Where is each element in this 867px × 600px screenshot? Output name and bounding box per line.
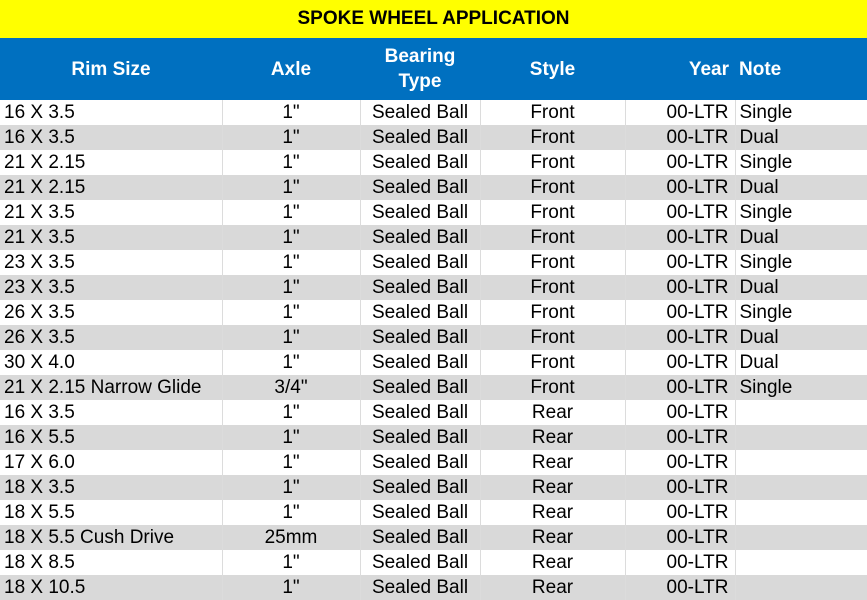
cell-rim: 21 X 3.5	[0, 225, 222, 250]
cell-note: Single	[735, 200, 867, 225]
cell-bearing: Sealed Ball	[360, 225, 480, 250]
cell-bearing: Sealed Ball	[360, 175, 480, 200]
cell-style: Rear	[480, 500, 625, 525]
cell-bearing: Sealed Ball	[360, 200, 480, 225]
cell-note: Single	[735, 375, 867, 400]
table-row	[0, 450, 867, 475]
cell-year: 00-LTR	[625, 200, 735, 225]
cell-axle: 1"	[222, 275, 360, 300]
cell-style: Rear	[480, 450, 625, 475]
cell-year: 00-LTR	[625, 400, 735, 425]
cell-bearing: Sealed Ball	[360, 525, 480, 550]
cell-bearing: Sealed Ball	[360, 300, 480, 325]
cell-axle: 1"	[222, 425, 360, 450]
cell-rim: 26 X 3.5	[0, 300, 222, 325]
table-row	[0, 350, 867, 375]
table-row	[0, 475, 867, 500]
cell-style: Front	[480, 200, 625, 225]
cell-note: Dual	[735, 275, 867, 300]
cell-axle: 1"	[222, 550, 360, 575]
page-title: SPOKE WHEEL APPLICATION	[0, 0, 867, 38]
cell-bearing: Sealed Ball	[360, 150, 480, 175]
cell-note	[735, 475, 867, 500]
cell-note: Single	[735, 100, 867, 125]
table-row	[0, 325, 867, 350]
cell-year: 00-LTR	[625, 275, 735, 300]
cell-style: Rear	[480, 475, 625, 500]
cell-axle: 1"	[222, 200, 360, 225]
cell-rim: 18 X 5.5	[0, 500, 222, 525]
cell-style: Rear	[480, 575, 625, 600]
header-bearing-line1: Bearing	[384, 46, 456, 67]
cell-bearing: Sealed Ball	[360, 425, 480, 450]
cell-note	[735, 450, 867, 475]
cell-rim: 17 X 6.0	[0, 450, 222, 475]
table-row	[0, 500, 867, 525]
cell-rim: 30 X 4.0	[0, 350, 222, 375]
cell-rim: 21 X 2.15	[0, 175, 222, 200]
cell-axle: 25mm	[222, 525, 360, 550]
cell-year: 00-LTR	[625, 175, 735, 200]
spoke-wheel-table	[0, 38, 867, 600]
cell-bearing: Sealed Ball	[360, 575, 480, 600]
cell-year: 00-LTR	[625, 125, 735, 150]
cell-axle: 1"	[222, 125, 360, 150]
cell-rim: 21 X 3.5	[0, 200, 222, 225]
cell-axle: 1"	[222, 175, 360, 200]
cell-axle: 1"	[222, 475, 360, 500]
cell-year: 00-LTR	[625, 425, 735, 450]
cell-note	[735, 550, 867, 575]
cell-year: 00-LTR	[625, 100, 735, 125]
cell-note	[735, 400, 867, 425]
cell-bearing: Sealed Ball	[360, 500, 480, 525]
cell-style: Rear	[480, 400, 625, 425]
cell-axle: 3/4"	[222, 375, 360, 400]
header-rim-size: Rim Size	[0, 38, 222, 100]
cell-year: 00-LTR	[625, 450, 735, 475]
cell-bearing: Sealed Ball	[360, 400, 480, 425]
table-row	[0, 225, 867, 250]
table-row	[0, 250, 867, 275]
cell-axle: 1"	[222, 500, 360, 525]
cell-rim: 18 X 5.5 Cush Drive	[0, 525, 222, 550]
cell-style: Front	[480, 175, 625, 200]
cell-axle: 1"	[222, 350, 360, 375]
cell-note: Dual	[735, 175, 867, 200]
cell-rim: 23 X 3.5	[0, 275, 222, 300]
cell-style: Front	[480, 125, 625, 150]
cell-bearing: Sealed Ball	[360, 450, 480, 475]
cell-rim: 18 X 10.5	[0, 575, 222, 600]
cell-note	[735, 500, 867, 525]
table-row	[0, 400, 867, 425]
table-row	[0, 175, 867, 200]
cell-rim: 16 X 3.5	[0, 100, 222, 125]
cell-style: Front	[480, 325, 625, 350]
cell-axle: 1"	[222, 325, 360, 350]
cell-style: Front	[480, 150, 625, 175]
cell-bearing: Sealed Ball	[360, 125, 480, 150]
header-bearing-type	[360, 38, 480, 100]
cell-style: Front	[480, 375, 625, 400]
cell-style: Rear	[480, 425, 625, 450]
cell-year: 00-LTR	[625, 300, 735, 325]
cell-year: 00-LTR	[625, 325, 735, 350]
header-bearing-line2: Type	[398, 71, 442, 92]
table-row	[0, 125, 867, 150]
header-style: Style	[480, 38, 625, 100]
cell-rim: 18 X 8.5	[0, 550, 222, 575]
cell-bearing: Sealed Ball	[360, 275, 480, 300]
cell-bearing: Sealed Ball	[360, 375, 480, 400]
cell-year: 00-LTR	[625, 575, 735, 600]
cell-rim: 26 X 3.5	[0, 325, 222, 350]
cell-year: 00-LTR	[625, 375, 735, 400]
cell-rim: 16 X 3.5	[0, 400, 222, 425]
table-row	[0, 425, 867, 450]
cell-style: Front	[480, 275, 625, 300]
cell-note: Dual	[735, 350, 867, 375]
table-row	[0, 525, 867, 550]
cell-year: 00-LTR	[625, 250, 735, 275]
cell-note: Dual	[735, 225, 867, 250]
table-row	[0, 575, 867, 600]
cell-note: Single	[735, 250, 867, 275]
cell-year: 00-LTR	[625, 550, 735, 575]
table-row	[0, 150, 867, 175]
cell-axle: 1"	[222, 225, 360, 250]
cell-year: 00-LTR	[625, 350, 735, 375]
cell-style: Front	[480, 350, 625, 375]
table-row	[0, 375, 867, 400]
cell-note: Single	[735, 150, 867, 175]
cell-note: Dual	[735, 325, 867, 350]
cell-bearing: Sealed Ball	[360, 325, 480, 350]
cell-bearing: Sealed Ball	[360, 475, 480, 500]
header-note: Note	[735, 38, 867, 100]
cell-axle: 1"	[222, 100, 360, 125]
cell-style: Front	[480, 250, 625, 275]
cell-bearing: Sealed Ball	[360, 550, 480, 575]
table-row	[0, 100, 867, 125]
cell-note: Dual	[735, 125, 867, 150]
cell-rim: 21 X 2.15	[0, 150, 222, 175]
cell-rim: 21 X 2.15 Narrow Glide	[0, 375, 222, 400]
cell-axle: 1"	[222, 400, 360, 425]
cell-year: 00-LTR	[625, 150, 735, 175]
cell-rim: 18 X 3.5	[0, 475, 222, 500]
cell-note	[735, 525, 867, 550]
cell-style: Front	[480, 100, 625, 125]
cell-axle: 1"	[222, 450, 360, 475]
cell-note: Single	[735, 300, 867, 325]
cell-axle: 1"	[222, 150, 360, 175]
table-row	[0, 200, 867, 225]
cell-note	[735, 575, 867, 600]
table-row	[0, 275, 867, 300]
cell-note	[735, 425, 867, 450]
cell-bearing: Sealed Ball	[360, 350, 480, 375]
cell-rim: 16 X 3.5	[0, 125, 222, 150]
cell-axle: 1"	[222, 575, 360, 600]
cell-style: Front	[480, 225, 625, 250]
cell-year: 00-LTR	[625, 500, 735, 525]
table-header-row	[0, 38, 867, 100]
cell-axle: 1"	[222, 300, 360, 325]
cell-style: Front	[480, 300, 625, 325]
cell-style: Rear	[480, 550, 625, 575]
cell-year: 00-LTR	[625, 225, 735, 250]
cell-style: Rear	[480, 525, 625, 550]
header-axle: Axle	[222, 38, 360, 100]
header-year: Year	[625, 38, 735, 100]
cell-rim: 16 X 5.5	[0, 425, 222, 450]
cell-year: 00-LTR	[625, 475, 735, 500]
cell-bearing: Sealed Ball	[360, 250, 480, 275]
cell-axle: 1"	[222, 250, 360, 275]
cell-bearing: Sealed Ball	[360, 100, 480, 125]
cell-year: 00-LTR	[625, 525, 735, 550]
table-row	[0, 550, 867, 575]
table-row	[0, 300, 867, 325]
cell-rim: 23 X 3.5	[0, 250, 222, 275]
